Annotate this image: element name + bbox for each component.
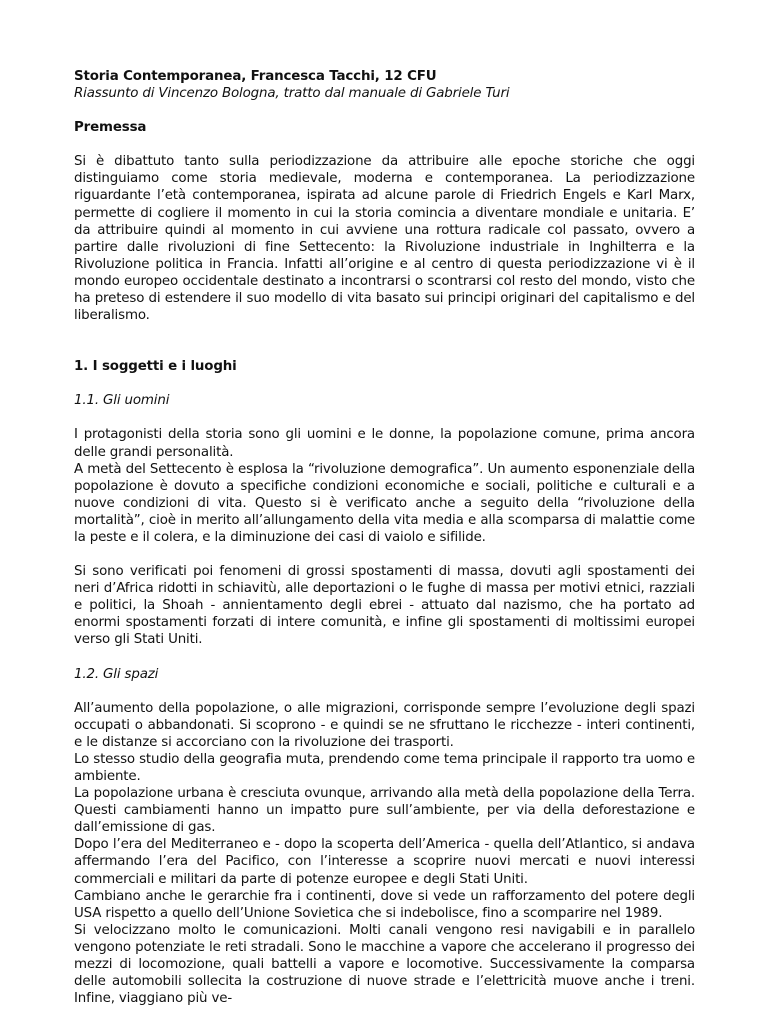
section-1-1-paragraph: I protagonisti della storia sono gli uomini e le donne, la popolazione comune, prima ancora delle grandi personalità. <box>74 427 695 460</box>
section-1-heading: 1. I soggetti e i luoghi <box>74 359 237 375</box>
section-1-2-paragraph: All’aumento della popolazione, o alle migrazioni, corrisponde sempre l’evoluzione degli spazi occupati o abbandonati. Si scoprono - e quindi se ne sfruttano le ricchezze - interi continenti, e le distanze si accorciano con la rivoluzione dei trasporti. <box>74 700 695 750</box>
spacer <box>74 683 695 700</box>
section-1-2-paragraph: Si velocizzano molto le comunicazioni. Molti canali vengono resi navigabili e in parallelo vengono potenziate le reti stradali. Sono le macchine a vapore che accelerano il progresso dei mezzi di locomozione, quali battelli a vapore e locomotive. Successivamente la comparsa delle automobili sollecita la costruzione di nuove strade e l’elettricità muove anche i treni. Infine, viaggiano più ve- <box>74 922 695 1007</box>
premessa-heading: Premessa <box>74 120 147 136</box>
spacer <box>74 409 695 426</box>
document-title: Storia Contemporanea, Francesca Tacchi, 12 CFU <box>74 69 437 84</box>
section-1-1-heading: 1.1. Gli uomini <box>74 393 170 409</box>
spacer <box>74 546 695 563</box>
spacer <box>74 136 695 153</box>
section-1-1-paragraph: A metà del Settecento è esplosa la “rivoluzione demografica”. Un aumento esponenziale della popolazione è dovuto a specifiche condizioni economiche e sociali, politiche e culturali e a nuove condizioni di vita. Questo si è verificato anche a seguito della “rivoluzione della mortalità”, cioè in merito all’allungamento della vita media e alla scomparsa di malattie come la peste e il colera, e la diminuzione dei casi di vaiolo e sifilide. <box>74 461 695 545</box>
section-1-1-paragraph: Si sono verificati poi fenomeni di grossi spostamenti di massa, dovuti agli spostamenti dei neri d’Africa ridotti in schiavitù, alle deportazioni o le fughe di massa per motivi etnici, razziali e politici, la Shoah - annientamento degli ebrei - attuato dal nazismo, che ha portato ad enormi spostamenti forzati di intere comunità, e infine gli spostamenti di moltissimi europei verso gli Stati Uniti. <box>74 564 695 648</box>
section-1-2-paragraph: Cambiano anche le gerarchie fra i continenti, dove si vede un rafforzamento del potere degli USA rispetto a quello dell’Unione Sovietica che si indebolisce, fino a scomparire nel 1989. <box>74 888 695 921</box>
spacer <box>74 375 695 392</box>
spacer <box>74 324 695 358</box>
section-1-2-paragraph: La popolazione urbana è cresciuta ovunque, arrivando alla metà della popolazione della Terra. Questi cambiamenti hanno un impatto pure sull’ambiente, per via della deforestazione e dall’emissione di gas. <box>74 786 695 836</box>
section-1-2-heading: 1.2. Gli spazi <box>74 666 159 682</box>
spacer <box>74 102 695 119</box>
section-1-2-paragraph: Dopo l’era del Mediterraneo e - dopo la scoperta dell’America - quella dell’Atlantico, si andava affermando l’era del Pacifico, con l’interesse a scoprire nuovi mercati e nuovi interessi commerciali e militari da parte di potenze europee e degli Stati Uniti. <box>74 837 695 887</box>
premessa-paragraph: Si è dibattuto tanto sulla periodizzazione da attribuire alle epoche storiche che oggi distinguiamo come storia medievale, moderna e contemporanea. La periodizzazione riguardante l’età contemporanea, ispirata ad alcune parole di Friedrich Engels e Karl Marx, permette di cogliere il momento in cui la storia comincia a diventare mondiale e unitaria. E’ da attribuire quindi al momento in cui avviene una rottura radicale col passato, ovvero a partire dalle rivoluzioni di fine Settecento: la Rivoluzione industriale in Inghilterra e la Rivoluzione politica in Francia. Infatti all’origine e al centro di questa periodizzazione vi è il mondo europeo occidentale destinato a incontrarsi o scontrarsi col resto del mondo, visto che ha preteso di estendere il suo modello di vita basato sui principi originari del capitalismo e del liberalismo. <box>74 154 695 324</box>
section-1-2-paragraph: Lo stesso studio della geografia muta, prendendo come tema principale il rapporto tra uomo e ambiente. <box>74 751 695 784</box>
document-subtitle: Riassunto di Vincenzo Bologna, tratto dal manuale di Gabriele Turi <box>74 86 510 102</box>
spacer <box>74 649 695 666</box>
